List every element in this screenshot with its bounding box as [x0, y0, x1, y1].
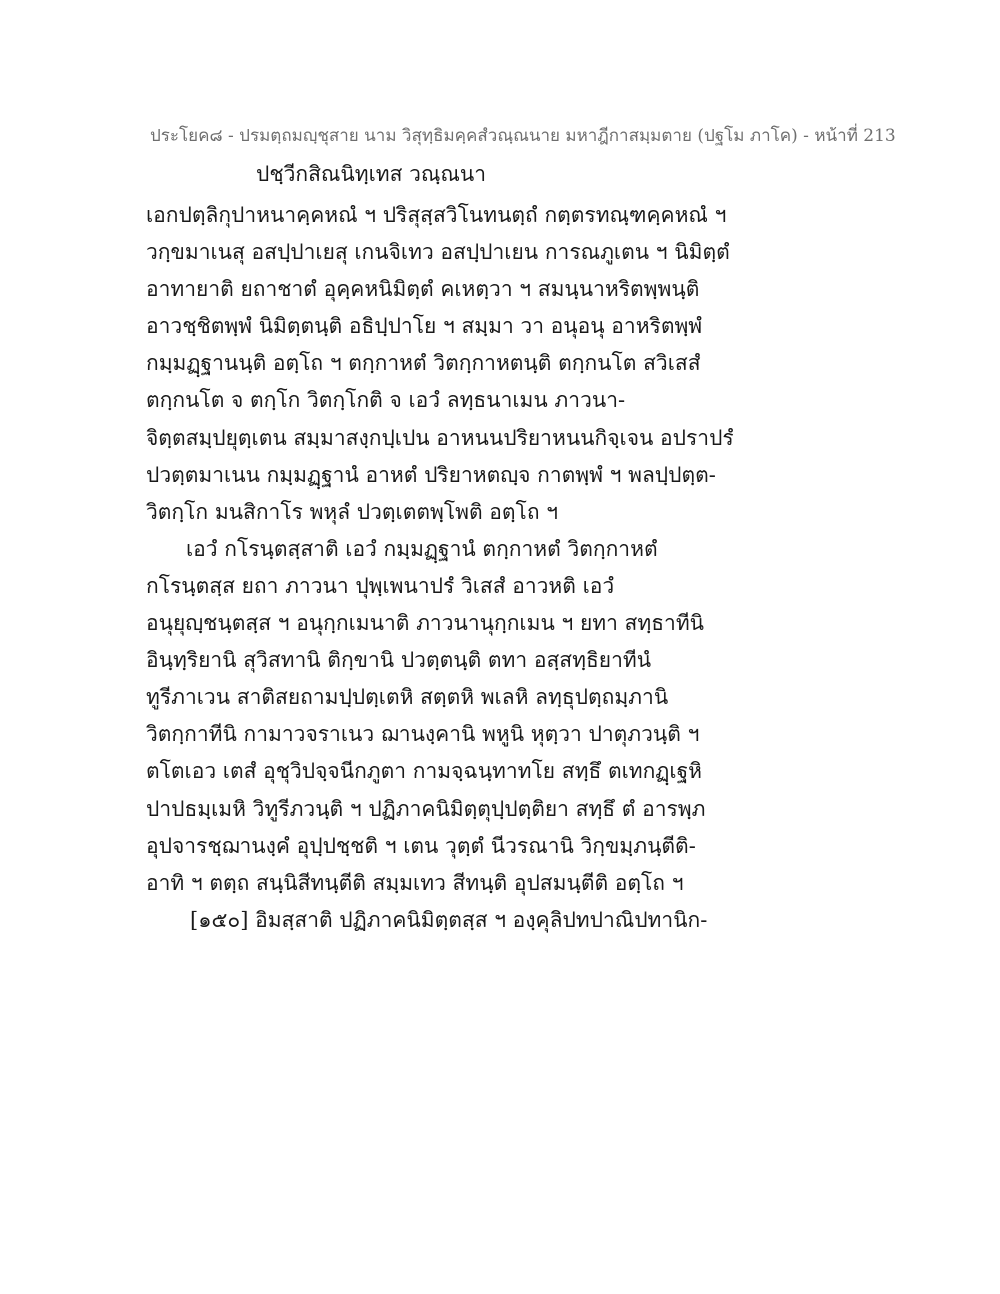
- text-line: ทูรีภาเวน สาติสยถามปฺปตฺเตหิ สตฺตหิ พเลหิ ลทฺธุปตฺถมฺภานิ: [146, 685, 669, 710]
- text-line: ตกฺกนโต จ ตกฺโก วิตกฺโกติ จ เอวํ ลทฺธนาเมน ภาวนา-: [146, 388, 626, 413]
- section-title: ปชฺวีกสิณนิทฺเทส วณฺณนา: [256, 162, 487, 186]
- text-line: ปาปธมฺเมหิ วิทูรีภวนฺติ ฯ ปฏิภาคนิมิตฺตุปฺปตฺติยา สทฺธึ ตํ อารพฺภ: [146, 796, 706, 821]
- body-text: [146, 197, 866, 939]
- text-line: วกฺขมาเนสุ อสปฺปาเยสุ เกนจิเทว อสปฺปาเยน การณภูเตน ฯ นิมิตฺตํ: [146, 240, 730, 265]
- text-line: ตโตเอว เตสํ อุชุวิปจฺจนีกภูตา กามจฺฉนฺทาทโย สทฺธึ ตเทกฏฺเฐหิ: [146, 759, 703, 784]
- text-line: จิตฺตสมฺปยุตฺเตน สมฺมาสงฺกปฺเปน อาหนนปริยาหนนกิจฺเจน อปราปรํ: [146, 425, 734, 450]
- text-line: กมฺมฏฺฐานนฺติ อตฺโถ ฯ ตกฺกาหตํ วิตกฺกาหตนฺติ ตกฺกนโต สวิเสสํ: [146, 351, 701, 376]
- text-line: อาทิ ฯ ตตฺถ สนฺนิสีทนฺตีติ สมฺมเทว สีทนฺติ อุปสมนฺตีติ อตฺโถ ฯ: [146, 870, 684, 895]
- text-line: กโรนฺตสฺส ยถา ภาวนา ปุพฺเพนาปรํ วิเสสํ อาวหติ เอวํ: [146, 573, 615, 598]
- paragraph-start-line: [๑๕๐] อิมสฺสาติ ปฏิภาคนิมิตฺตสฺส ฯ องฺคุลิปทปาณิปทานิก-: [190, 907, 708, 932]
- text-line: อาวชฺชิตพฺพํ นิมิตฺตนฺติ อธิปฺปาโย ฯ สมฺมา วา อนุอนุ อาหริตพฺพํ: [146, 314, 703, 339]
- paragraph-start-line: เอวํ กโรนฺตสฺสาติ เอวํ กมฺมฏฺฐานํ ตกฺกาหตํ วิตกฺกาหตํ: [186, 536, 658, 561]
- text-line: อนุยุญฺชนฺตสฺส ฯ อนุกฺกเมนาติ ภาวนานุกฺกเมน ฯ ยทา สทฺธาทีนิ: [146, 611, 705, 636]
- text-line: ปวตฺตมาเนน กมฺมฏฺฐานํ อาหตํ ปริยาหตญฺจ กาตพฺพํ ฯ พลปฺปตฺต-: [146, 462, 716, 487]
- running-header: ประโยค๘ - ปรมตฺถมญฺชุสาย นาม วิสุทฺธิมคฺคสํวณฺณนาย มหาฎีกาสมฺมตาย (ปฐโม ภาโค) - หน้าที่ 213: [150, 126, 896, 146]
- text-line: วิตกฺโก มนสิกาโร พหุลํ ปวตฺเตตพฺโพติ อตฺโถ ฯ: [146, 499, 559, 524]
- text-line: เอกปตฺลิกุปาหนาคฺคหณํ ฯ ปริสุสฺสวิโนทนตฺถํ กตฺตรทณฺฑคฺคหณํ ฯ: [146, 203, 727, 227]
- text-line: อินฺทฺริยานิ สุวิสทานิ ติกฺขานิ ปวตฺตนฺติ ตทา อสฺสทฺธิยาทีนํ: [146, 648, 652, 673]
- text-line: อุปจารชฺฌานงฺคํ อุปฺปชฺชติ ฯ เตน วุตฺตํ นีวรณานิ วิกฺขมฺภนฺตีติ-: [146, 833, 696, 858]
- text-line: วิตกฺกาทีนิ กามาวจราเนว ฌานงฺคานิ พหูนิ หุตฺวา ปาตุภวนฺติ ฯ: [146, 722, 700, 747]
- text-line: อาทายาติ ยถาชาตํ อุคฺคหนิมิตฺตํ คเหตฺวา ฯ สมนฺนาหริตพฺพนฺติ: [146, 277, 700, 302]
